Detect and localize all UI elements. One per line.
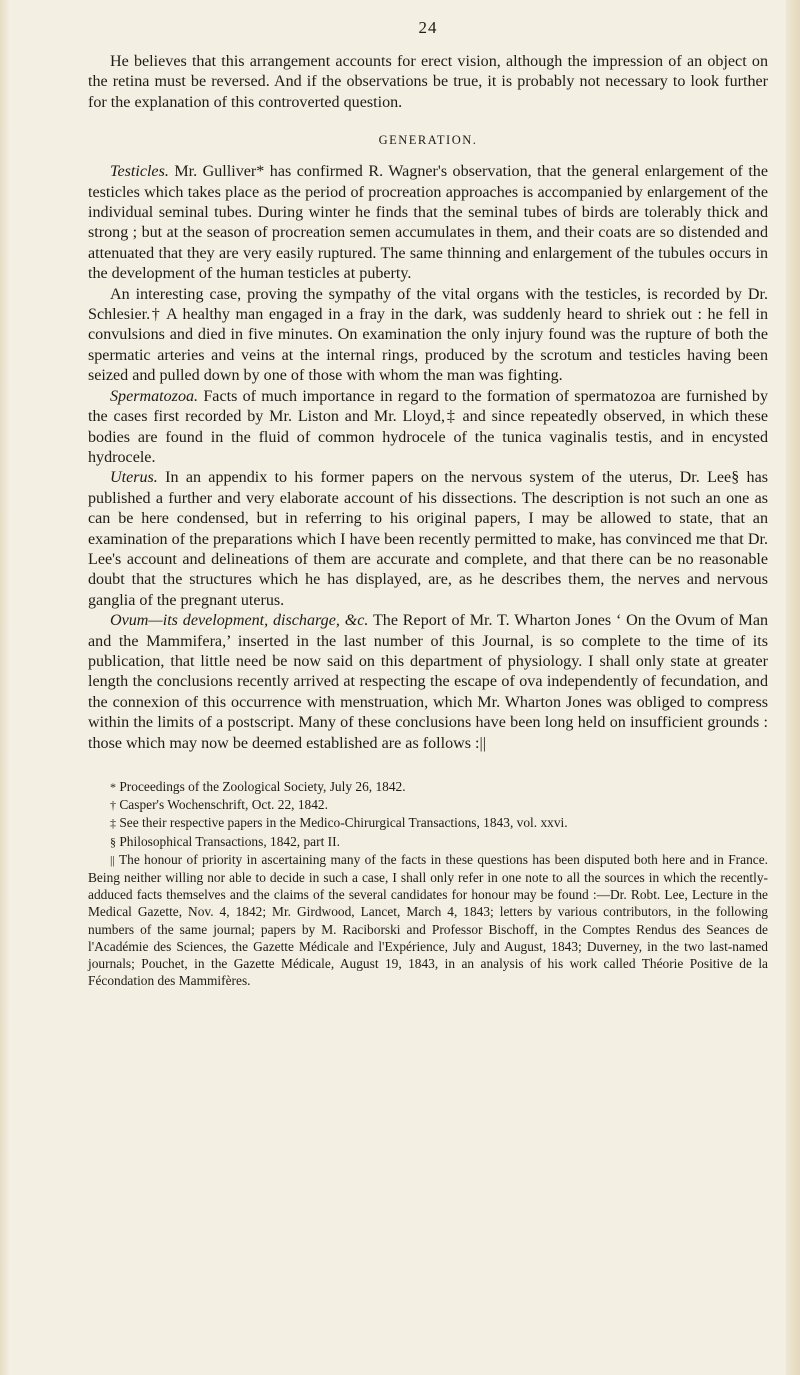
footnote bbox=[88, 778, 768, 796]
paragraph-text: Mr. Gulliver* has confirmed R. Wagner's observation, that the general enlargement of the testicles which takes place as the period of procreation approaches is accompanied by enlargement of the individual seminal tubes. During winter he finds that the seminal tubes of birds are tolerably thick and strong ; but at the season of procreation semen accumulates in them, and their coats are so distended and attenuated that they are very easily ruptured. The same thinning and enlargement of the tubules occurs in the development of the human testicles at puberty. bbox=[88, 163, 768, 283]
paragraph-text: Facts of much importance in regard to the formation of spermatozoa are furnished by the cases first recorded by Mr. Liston and Mr. Lloyd,‡ and since repeatedly observed, in which these bodies are found in the fluid of common hydrocele of the tunica vaginalis testis, and in encysted hydrocele. bbox=[88, 387, 768, 466]
footnote-mark: ‡ bbox=[110, 816, 116, 831]
footnote bbox=[88, 851, 768, 990]
paragraph-testicles bbox=[88, 162, 768, 284]
paragraph-sympathy-case bbox=[88, 285, 768, 387]
paragraph-lead: Uterus. bbox=[110, 469, 158, 487]
intro-paragraph: He believes that this arrangement accounts for erect vision, although the impression of an object on the retina must be reversed. And if the observations be true, it is probably not necessary to look further for the explanation of this controverted question. bbox=[88, 53, 768, 111]
footnote bbox=[88, 833, 768, 851]
footnote-mark: § bbox=[110, 834, 116, 849]
page-number: 24 bbox=[418, 18, 438, 37]
page-content bbox=[88, 18, 768, 989]
footnote-mark: * bbox=[110, 780, 116, 794]
paragraph-ovum bbox=[88, 611, 768, 754]
page-left-shadow bbox=[0, 0, 10, 1375]
section-heading: GENERATION. bbox=[378, 133, 478, 148]
footnotes bbox=[88, 778, 768, 989]
paragraph-lead: Spermatozoa. bbox=[110, 387, 199, 405]
footnote-mark: † bbox=[110, 798, 116, 813]
footnote-mark: || bbox=[110, 852, 115, 867]
paragraph-text: In an appendix to his former papers on the nervous system of the uterus, Dr. Lee§ has published a further and very elaborate account of his dissections. The description is not such an one as can be here condensed, but in referring to his original papers, I may be allowed to state, that an examination of the preparations which I have been recently permitted to make, has convinced me that Dr. Lee's account and delineations of them are accurate and complete, and that there can be no reasonable doubt that the structures which he has displayed, are, as he describes them, the nerves and nervous ganglia of the pregnant uterus. bbox=[88, 469, 768, 609]
paragraph-lead: Testicles. bbox=[110, 163, 169, 181]
body-paragraphs bbox=[88, 162, 768, 754]
footnote-text: Proceedings of the Zoological Society, July 26, 1842. bbox=[119, 779, 406, 794]
paragraph-text: An interesting case, proving the sympathy of the vital organs with the testicles, is recorded by Dr. Schlesier.† A healthy man engaged in a fray in the dark, was suddenly heard to shriek out : he fell in convulsions and died in five minutes. On examination the only injury found was the rupture of both the spermatic arteries and veins at the internal rings, produced by the scrotum and testicles having been seized and pulled down by one of those with whom the man was fighting. bbox=[88, 285, 768, 385]
footnote-text: See their respective papers in the Medico-Chirurgical Transactions, 1843, vol. xxvi. bbox=[119, 815, 568, 831]
paragraph-lead: Ovum—its development, discharge, &c. bbox=[110, 612, 369, 630]
footnote bbox=[88, 814, 768, 832]
footnote bbox=[88, 796, 768, 814]
footnote-text: Casper's Wochenschrift, Oct. 22, 1842. bbox=[119, 797, 328, 813]
footnote-text: Philosophical Transactions, 1842, part II. bbox=[119, 833, 340, 849]
footnote-text: The honour of priority in ascertaining many of the facts in these questions has been disputed both here and in France. Being neither willing nor able to decide in such a case, I shall only refer in one note to all the sources in which the recently-adduced facts themselves and the claims of the several candidates for honour may be found :—Dr. Robt. Lee, Lecture in the Medical Gazette, Nov. 4, 1842; Mr. Girdwood, Lancet, March 4, 1843; letters by various contributors, in the following numbers of the same journal; papers by M. Raciborski and Professor Bischoff, in the Comptes Rendus des Seances de l'Académie des Sciences, the Gazette Médicale and l'Expérience, July and August, 1843; Duverney, in the two last-named journals; Pouchet, in the Gazette Médicale, August 19, 1843, in an analysis of his work called Théorie Positive de la Fécondation des Mammifères. bbox=[88, 851, 768, 989]
page-edge bbox=[786, 0, 800, 1375]
paragraph-spermatozoa bbox=[88, 387, 768, 469]
paragraph-uterus bbox=[88, 468, 768, 611]
paragraph-text: The Report of Mr. T. Wharton Jones ‘ On the Ovum of Man and the Mammifera,’ inserted in the last number of this Journal, is so complete to the time of its publication, that little need be now said on this department of physiology. I shall only state at greater length the conclusions recently arrived at respecting the escape of ova independently of fecundation, and the connexion of this occurrence with menstruation, which Mr. Wharton Jones was obliged to compress within the limits of a postscript. Many of these conclusions have been long held on insufficient grounds : those which may now be deemed established are as follows :|| bbox=[88, 612, 769, 752]
